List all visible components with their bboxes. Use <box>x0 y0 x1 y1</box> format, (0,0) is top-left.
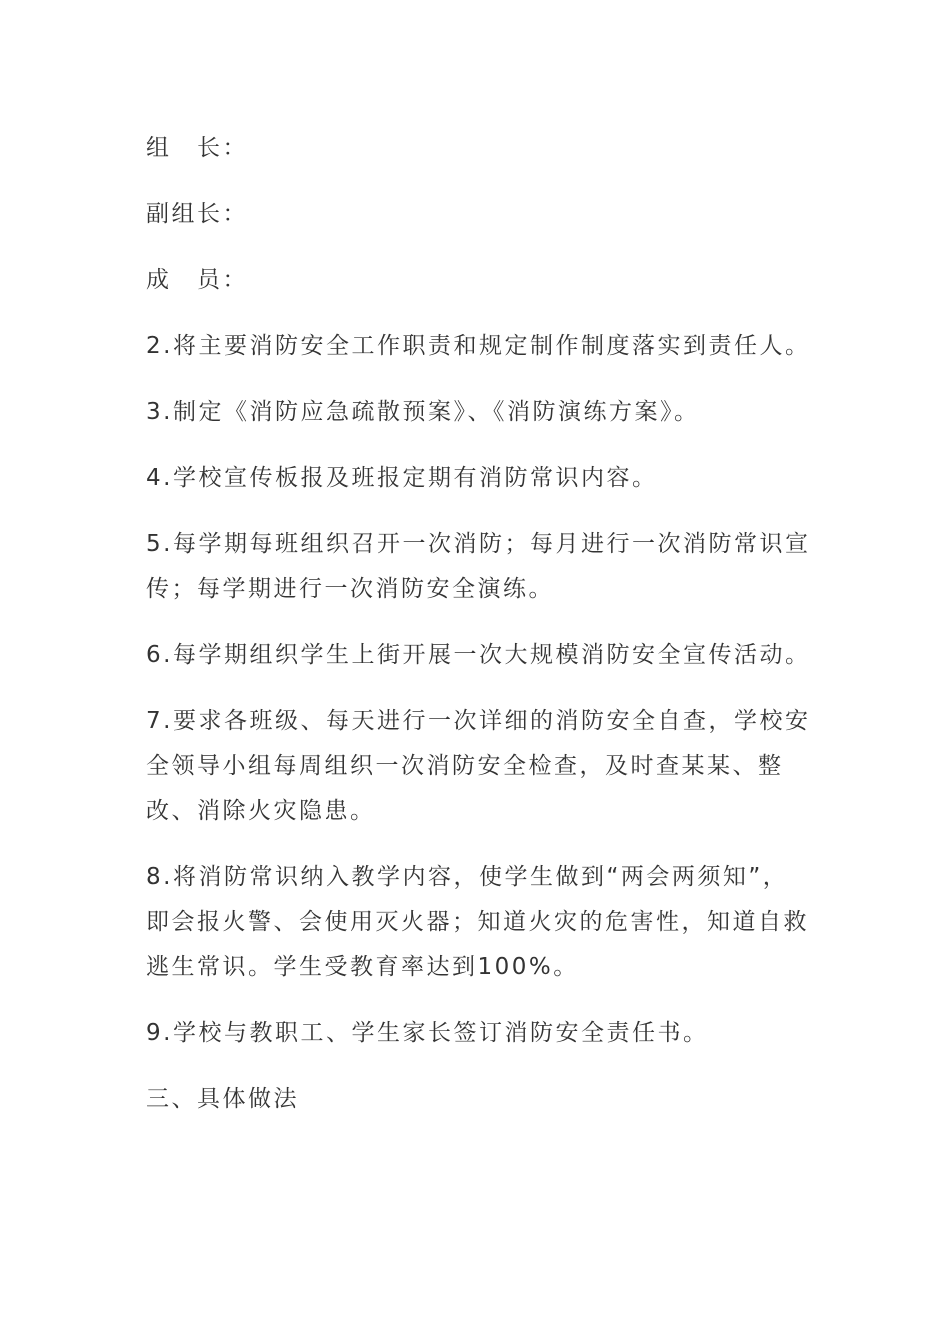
item-3-paragraph: 3.制定《消防应急疏散预案》、《消防演练方案》。 <box>146 399 700 425</box>
item-7-paragraph: 7.要求各班级、每天进行一次详细的消防安全自查，学校安全领导小组每周组织一次消防安全检查，及时查某某、整改、消除火灾隐患。 <box>146 708 811 824</box>
members-field: 成 员： <box>146 267 248 293</box>
leader-field: 组 长： <box>146 135 248 161</box>
section-3-heading: 三、具体做法 <box>146 1086 299 1112</box>
document-body <box>146 126 811 1122</box>
item-6-paragraph: 6.每学期组织学生上街开展一次大规模消防安全宣传活动。 <box>146 642 811 668</box>
item-2-paragraph: 2.将主要消防安全工作职责和规定制作制度落实到责任人。 <box>146 333 811 359</box>
item-8-paragraph: 8.将消防常识纳入教学内容，使学生做到“两会两须知”，即会报火警、会使用灭火器；知道火灾的危害性，知道自救逃生常识。学生受教育率达到100%。 <box>146 864 809 980</box>
item-4-paragraph: 4.学校宣传板报及班报定期有消防常识内容。 <box>146 465 658 491</box>
deputy-leader-field: 副组长： <box>146 201 248 227</box>
item-9-paragraph: 9.学校与教职工、学生家长签订消防安全责任书。 <box>146 1020 709 1046</box>
item-5-paragraph: 5.每学期每班组织召开一次消防；每月进行一次消防常识宣传；每学期进行一次消防安全演练。 <box>146 531 811 602</box>
